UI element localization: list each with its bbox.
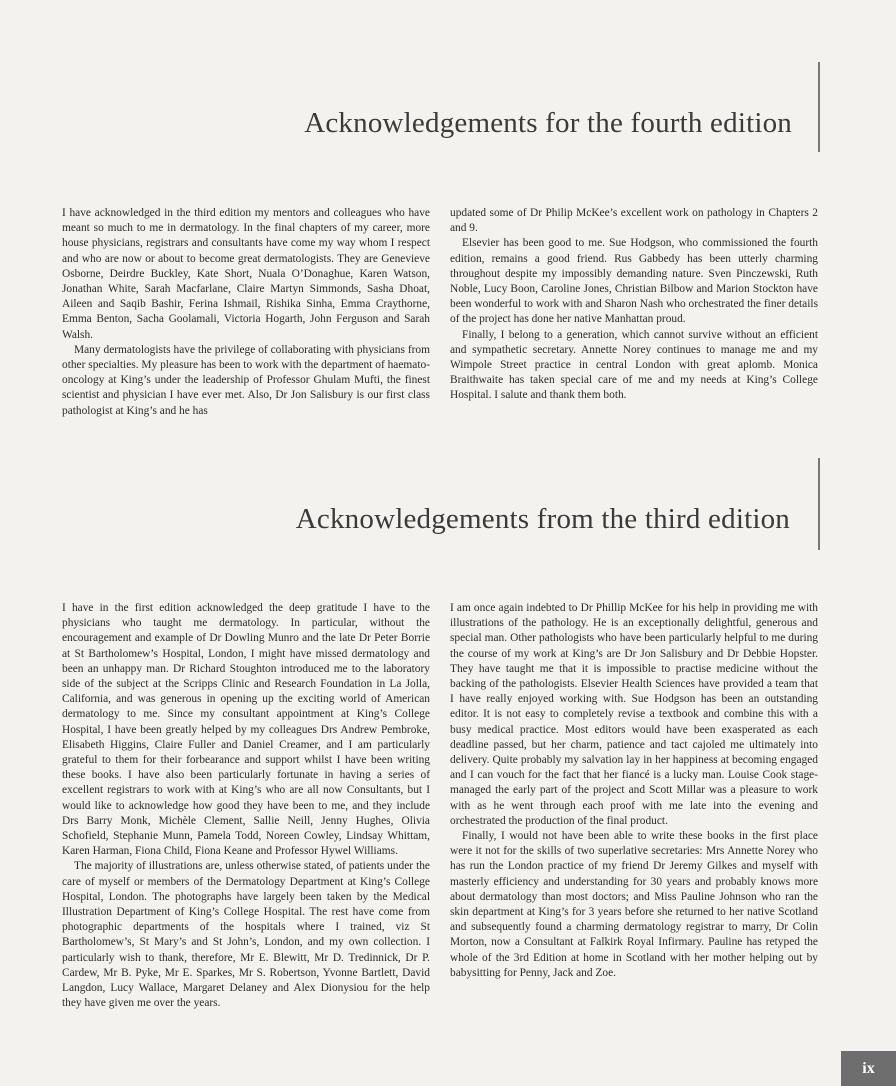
third-edition-left-column [62,601,430,1011]
fourth-edition-right-column [450,206,818,404]
page-number: ix [841,1051,896,1086]
third-edition-heading: Acknowledgements from the third edition [295,503,790,535]
paragraph: I am once again indebted to Dr Phillip McKee for his help in providing me with illustrations of the pathology. He is an exceptionally delightful, generous and special man. Other pathologists who have been particularly helpful to me during the course of my work at King’s are Dr Jon Salisbury and Dr Debbie Hopster. They have taught me that it is impossible to practise medicine without the backing of the pathologists. Elsevier Health Sciences have provided a team that I have really enjoyed working with. Sue Hodgson has been an outstanding editor. It is not easy to completely revise a textbook and combine this with a busy medical practice. Most editors would have been exasperated as each deadline passed, but her charm, patience and tact cajoled me ultimately into delivery. Quite probably my salvation lay in her happiness at becoming engaged and I can vouch for the fact that her fiancé is a lucky man. Louise Cook stage-managed the early part of the project and Scott Millar was a pleasure to work with as he went through each proof with me late into the evening and orchestrated the production of the final product. [450,602,818,827]
paragraph: Elsevier has been good to me. Sue Hodgson, who commissioned the fourth edition, remains a good friend. Rus Gabbedy has been utterly charming throughout despite my impossibly demanding nature. Sven Pinczewski, Ruth Noble, Lucy Boon, Caroline Jones, Christian Bilbow and Marion Stockton have been wonderful to work with and Sharon Nash who orchestrated the finer details of the project has done her native Manhattan proud. [450,237,818,326]
section-divider-rule [818,62,820,152]
fourth-edition-heading: Acknowledgements for the fourth edition [304,107,792,139]
paragraph: The majority of illustrations are, unless otherwise stated, of patients under the care of myself or members of the Dermatology Department at King’s College Hospital, London. The photographs have largely been taken by the Medical Illustration Department of King’s College Hospital. The rest have come from photographic departments of the hospitals where I trained, viz St Bartholomew’s, St Mary’s and St John’s, London, and my own collection. I particularly wish to thank, therefore, Mr E. Blewitt, Mr D. Tredinnick, Dr P. Cardew, Mr B. Pyke, Mr E. Sparkes, Mr S. Robertson, Yvonne Bartlett, David Langdon, Lucy Wallace, Margaret Delaney and Alex Dionysiou for the help they have given me over the years. [62,860,430,1010]
paragraph: I have in the first edition acknowledged the deep gratitude I have to the physicians who taught me dermatology. In particular, without the encouragement and example of Dr Dowling Munro and the late Dr Peter Borrie at St Bartholomew’s Hospital, London, I might have missed dermatology and been an unhappy man. Dr Richard Stoughton introduced me to the laboratory side of the subject at the Scripps Clinic and Research Foundation in La Jolla, California, and was generous in opening up the exciting world of American dermatology to me. Since my consultant appointment at King’s College Hospital, I have been greatly helped by my colleagues Drs Andrew Pembroke, Elisabeth Higgins, Claire Fuller and Daniel Creamer, and I am particularly grateful to them for their forbearance and support whilst I have been writing these books. I have also been particularly fortunate in having a series of excellent registrars to work with at King’s who are all now Consultants, but I would like to acknowledge how good they have been to me, and they include Drs Barry Monk, Michèle Clement, Sallie Neill, Jenny Hughes, Olivia Schofield, Stephanie Munn, Pamela Todd, Noreen Cowley, Lindsay Whittam, Karen Harman, Fiona Child, Fiona Keane and Professor Hywel Williams. [62,602,430,858]
paragraph: I have acknowledged in the third edition my mentors and colleagues who have meant so much to me in dermatology. In the final chapters of my career, more house physicians, registrars and consultants have come my way whom I respect and who are now or about to become great dermatologists. They are Genevieve Osborne, Deirdre Buckley, Kate Short, Nuala O’Donaghue, Karen Watson, Jonathan White, Sarah Macfarlane, Claire Martyn Simmonds, Sasha Dhoat, Aileen and Saqib Bashir, Ferina Ishmail, Rishika Sinha, Emma Craythorne, Emma Benton, Sacha Goolamali, Victoria Hogarth, John Ferguson and Sarah Walsh. [62,207,430,341]
paragraph: updated some of Dr Philip McKee’s excellent work on pathology in Chapters 2 and 9. [450,207,818,235]
paragraph: Finally, I would not have been able to write these books in the first place were it not for the skills of two superlative secretaries: Mrs Annette Norey who has run the London practice of my friend Dr Jeremy Gilkes and myself with masterly efficiency and understanding for 30 years and probably knows more about dermatology than most doctors; and Miss Pauline Johnson who ran the skin department at King’s for 3 years before she returned to her native Scotland and subsequently found a charming dermatology registrar to marry, Dr Colin Morton, now a Consultant at Falkirk Royal Infirmary. Pauline has retyped the whole of the 3rd Edition at home in Scotland with her mother helping out by babysitting for Penny, Jack and Zoe. [450,830,818,979]
paragraph: Finally, I belong to a generation, which cannot survive without an efficient and sympathetic secretary. Annette Norey continues to manage me and my Wimpole Street practice in central London with great aplomb. Monica Braithwaite has taken special care of me and my needs at King’s College Hospital. I salute and thank them both. [450,328,818,402]
section-divider-rule [818,458,820,550]
third-edition-right-column [450,601,818,981]
paragraph: Many dermatologists have the privilege of collaborating with physicians from other specialties. My pleasure has been to work with the department of haemato-oncology at King’s under the leadership of Professor Ghulam Mufti, the finest scientist and physician I have ever met. Also, Dr Jon Salisbury is our first class pathologist at King’s and he has [62,343,430,417]
fourth-edition-left-column [62,206,430,419]
